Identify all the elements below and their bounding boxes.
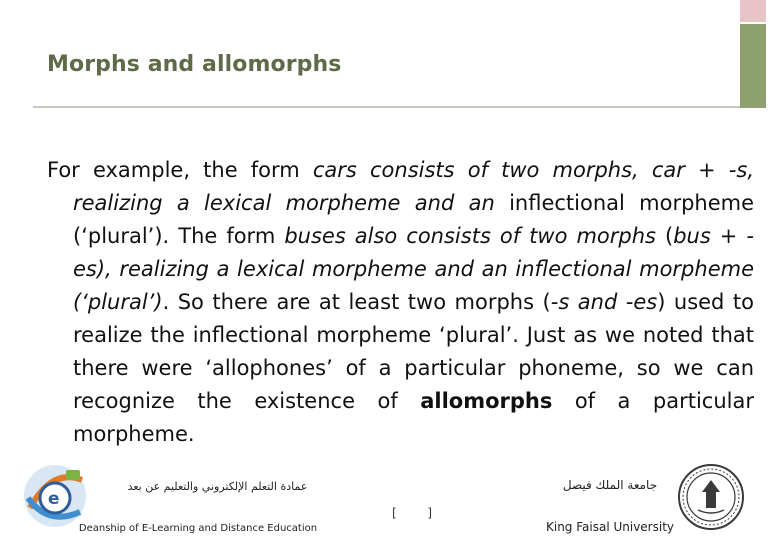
footer-university-english: King Faisal University [545,520,674,534]
text-run-italic: buses also consists of two morphs [284,224,656,248]
text-run-italic: an [468,191,495,215]
svg-text:e: e [48,489,60,509]
footer [0,460,780,540]
e-learning-logo-icon [22,460,88,532]
page-number [392,506,432,520]
footer-university-arabic: جامعة الملك فيصل [562,478,658,492]
text-run: For example, the form [47,158,313,182]
text-run-bold: allomorphs [420,389,553,413]
footer-deanship-english: Deanship of E-Learning and Distance Education [78,523,318,534]
university-seal-icon [676,462,746,532]
text-run: ( [655,224,674,248]
accent-green-block [740,24,766,108]
accent-pink-block [740,0,766,22]
footer-deanship-arabic: عمادة التعلم الإلكتروني والتعليم عن بعد [127,480,308,493]
text-run-italic: bus + -es), realizing a lexical morpheme and an inflectional morpheme (‘plural’) [73,224,754,314]
slide-title: Morphs and allomorphs [47,52,342,77]
text-run-italic: and [400,191,469,215]
text-run: ) used to realize the inflectional morpheme ‘plural’. Just as we noted that there were ‘allophones’ of a particular phoneme, so we can recognize the existence of [73,290,754,413]
title-divider [33,106,740,108]
text-run: . So there are at least two morphs ( [162,290,551,314]
text-run: inflectional morpheme (‘plural’). The form [73,191,755,248]
body-paragraph [47,154,754,451]
text-run-italic: -s and -es [550,290,658,314]
text-run: of a particular morpheme. [73,389,754,446]
page-bracket-close: ] [427,506,432,520]
text-run-italic: cars consists of two morphs, car + -s, realizing a lexical morpheme [73,158,754,215]
page-bracket-open: [ [392,506,397,520]
